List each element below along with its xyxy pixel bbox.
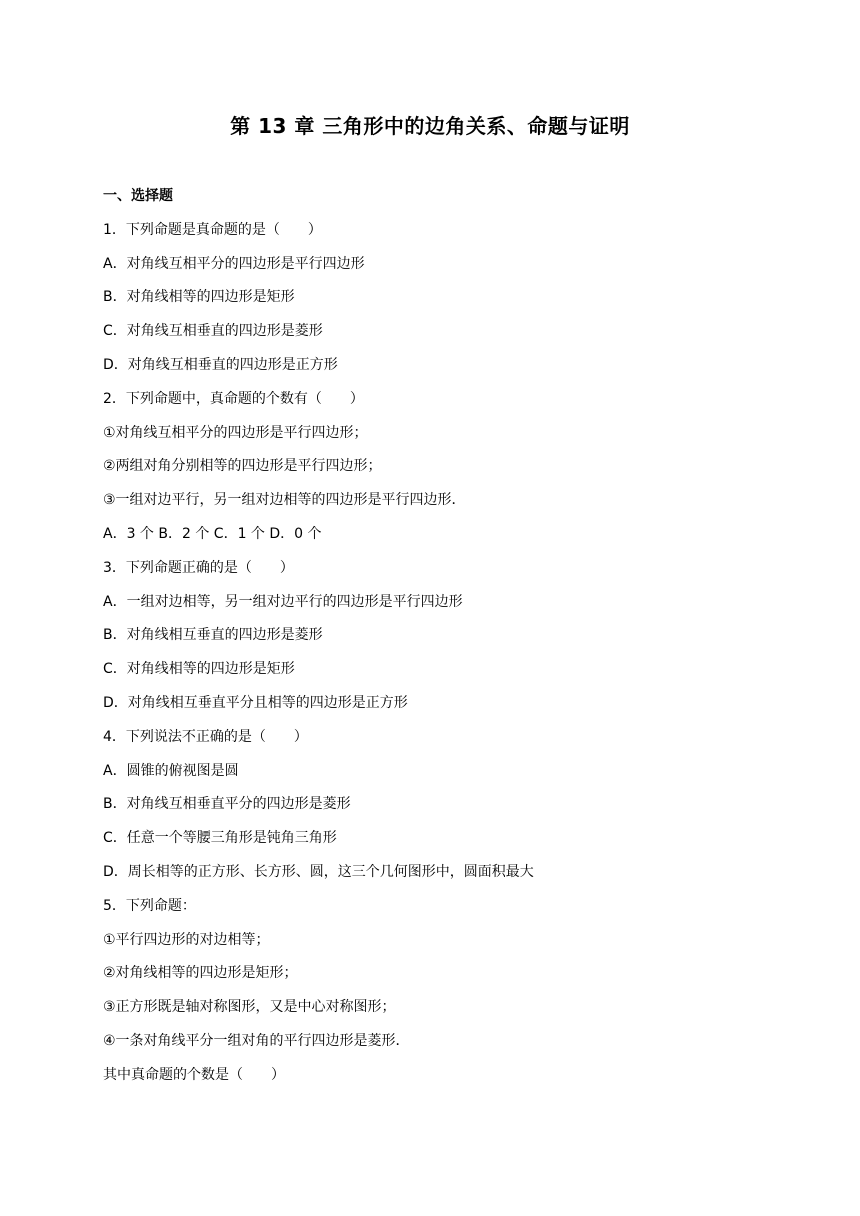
question-2-statement-1: ①对角线互相平分的四边形是平行四边形；	[103, 424, 368, 441]
question-2-stem: 2．下列命题中，真命题的个数有（ ）	[103, 390, 364, 407]
question-1-option-a: A．对角线互相平分的四边形是平行四边形	[103, 255, 365, 272]
question-5-prompt: 其中真命题的个数是（ ）	[103, 1066, 285, 1083]
question-4-option-d: D．周长相等的正方形、长方形、圆，这三个几何图形中，圆面积最大	[103, 863, 534, 880]
question-1-stem: 1．下列命题是真命题的是（ ）	[103, 221, 322, 238]
page-title: 第 13 章 三角形中的边角关系、命题与证明	[230, 114, 630, 138]
question-4-option-a: A．圆锥的俯视图是圆	[103, 762, 239, 779]
question-5-statement-2: ②对角线相等的四边形是矩形；	[103, 965, 298, 982]
question-3-option-a: A．一组对边相等，另一组对边平行的四边形是平行四边形	[103, 593, 463, 610]
question-3-option-d: D．对角线相互垂直平分且相等的四边形是正方形	[103, 694, 408, 711]
question-1-option-c: C．对角线互相垂直的四边形是菱形	[103, 323, 323, 340]
question-4-stem: 4．下列说法不正确的是（ ）	[103, 728, 308, 745]
question-3-option-c: C．对角线相等的四边形是矩形	[103, 661, 295, 678]
document-body	[103, 186, 783, 1099]
question-2-statement-2: ②两组对角分别相等的四边形是平行四边形；	[103, 458, 382, 475]
question-1-option-d: D．对角线互相垂直的四边形是正方形	[103, 356, 338, 373]
question-2-options: A．3 个 B．2 个 C．1 个 D．0 个	[103, 525, 322, 542]
question-4-option-b: B．对角线互相垂直平分的四边形是菱形	[103, 796, 351, 813]
question-1-option-b: B．对角线相等的四边形是矩形	[103, 289, 295, 306]
section-heading: 一、选择题	[103, 188, 173, 204]
question-5-statement-3: ③正方形既是轴对称图形，又是中心对称图形；	[103, 999, 396, 1016]
question-3-option-b: B．对角线相互垂直的四边形是菱形	[103, 627, 323, 644]
question-5-stem: 5．下列命题：	[103, 897, 196, 914]
question-3-stem: 3．下列命题正确的是（ ）	[103, 559, 294, 576]
question-5-statement-1: ①平行四边形的对边相等；	[103, 931, 270, 948]
question-2-statement-3: ③一组对边平行，另一组对边相等的四边形是平行四边形．	[103, 492, 466, 509]
question-4-option-c: C．任意一个等腰三角形是钝角三角形	[103, 830, 337, 847]
question-5-statement-4: ④一条对角线平分一组对角的平行四边形是菱形．	[103, 1032, 410, 1049]
